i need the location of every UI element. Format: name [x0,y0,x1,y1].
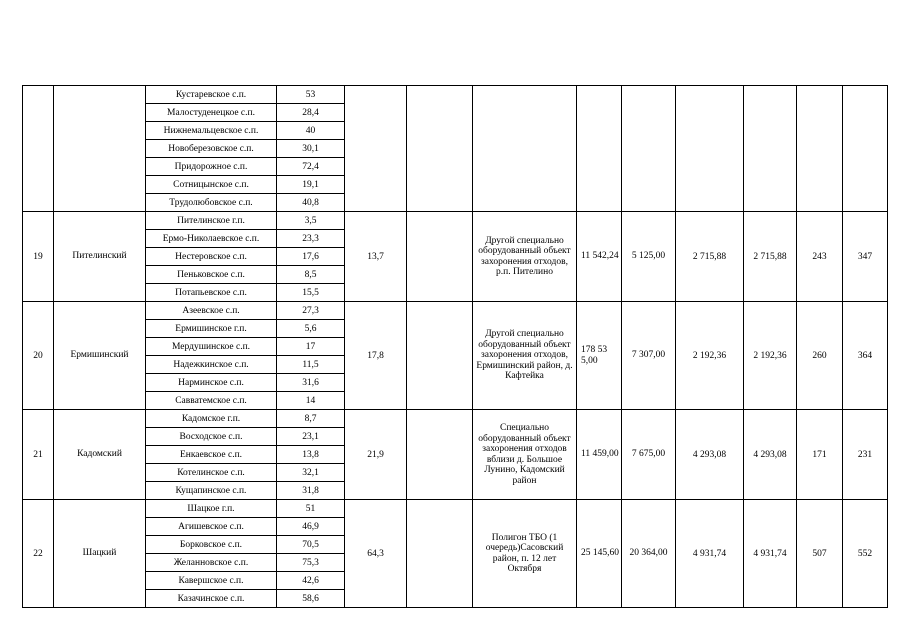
table-row [23,86,888,104]
share-cell: 17,8 [345,302,407,410]
settlement-value-cell: 28,4 [277,104,345,122]
volume-cell: 7 675,00 [622,410,676,500]
capacity-cell: 178 53 5,00 [577,302,622,410]
settlement-value-cell: 8,5 [277,266,345,284]
capacity-cell [577,86,622,212]
table-row [23,212,888,230]
district-cell: Пителинский [54,212,146,302]
volume-cell [622,86,676,212]
settlement-name-cell: Надежкинское с.п. [146,356,277,374]
mass-cell [676,86,744,212]
mass-cell: 4 931,74 [676,500,744,608]
settlement-value-cell: 17,6 [277,248,345,266]
facility-cell: Другой специально оборудованный объект захоронения отходов, Ермишинский район, д. Кафтейка [473,302,577,410]
settlement-value-cell: 5,6 [277,320,345,338]
settlement-value-cell: 51 [277,500,345,518]
settlement-name-cell: Борковское с.п. [146,536,277,554]
district-cell [54,86,146,212]
settlement-name-cell: Трудолюбовское с.п. [146,194,277,212]
distance-cell: 507 [797,500,843,608]
capacity-cell: 11 459,00 [577,410,622,500]
distance-cell: 171 [797,410,843,500]
settlement-value-cell: 40,8 [277,194,345,212]
settlement-name-cell: Агишевское с.п. [146,518,277,536]
settlement-name-cell: Кустаревское с.п. [146,86,277,104]
settlement-value-cell: 32,1 [277,464,345,482]
table-row [23,410,888,428]
distance-total-cell [843,86,888,212]
settlement-name-cell: Кадомское г.п. [146,410,277,428]
settlement-value-cell: 23,1 [277,428,345,446]
district-cell: Кадомский [54,410,146,500]
distance-total-cell: 552 [843,500,888,608]
settlement-value-cell: 8,7 [277,410,345,428]
settlement-value-cell: 75,3 [277,554,345,572]
share-cell [345,86,407,212]
settlement-value-cell: 31,6 [277,374,345,392]
empty-cell [407,302,473,410]
settlement-value-cell: 17 [277,338,345,356]
settlement-name-cell: Азеевское с.п. [146,302,277,320]
mass-cell: 2 192,36 [676,302,744,410]
settlement-value-cell: 19,1 [277,176,345,194]
settlement-value-cell: 70,5 [277,536,345,554]
distance-total-cell: 347 [843,212,888,302]
settlement-value-cell: 42,6 [277,572,345,590]
settlement-name-cell: Сотницынское с.п. [146,176,277,194]
settlement-name-cell: Пителинское г.п. [146,212,277,230]
settlement-name-cell: Кавершское с.п. [146,572,277,590]
row-number-cell: 20 [23,302,54,410]
facility-cell: Другой специально оборудованный объект захоронения отходов, р.п. Пителино [473,212,577,302]
settlement-value-cell: 23,3 [277,230,345,248]
volume-cell: 20 364,00 [622,500,676,608]
settlement-value-cell: 58,6 [277,590,345,608]
table-row [23,302,888,320]
capacity-cell: 25 145,60 [577,500,622,608]
settlement-name-cell: Придорожное с.п. [146,158,277,176]
mass-cell: 2 715,88 [676,212,744,302]
mass-total-cell [744,86,797,212]
empty-cell [407,212,473,302]
district-cell: Шацкий [54,500,146,608]
share-cell: 21,9 [345,410,407,500]
distance-cell [797,86,843,212]
volume-cell: 7 307,00 [622,302,676,410]
settlement-value-cell: 3,5 [277,212,345,230]
settlement-name-cell: Восходское с.п. [146,428,277,446]
settlement-name-cell: Ермо-Николаевское с.п. [146,230,277,248]
settlement-name-cell: Котелинское с.п. [146,464,277,482]
settlement-value-cell: 30,1 [277,140,345,158]
facility-cell: Специально оборудованный объект захоронения отходов вблизи д. Большое Лунино, Кадомский район [473,410,577,500]
settlement-name-cell: Малостуденецкое с.п. [146,104,277,122]
settlement-name-cell: Енкаевское с.п. [146,446,277,464]
settlement-name-cell: Казачинское с.п. [146,590,277,608]
distance-cell: 243 [797,212,843,302]
share-cell: 13,7 [345,212,407,302]
settlement-name-cell: Новоберезовское с.п. [146,140,277,158]
empty-cell [407,500,473,608]
mass-total-cell: 2 192,36 [744,302,797,410]
settlement-value-cell: 46,9 [277,518,345,536]
settlement-value-cell: 72,4 [277,158,345,176]
empty-cell [407,410,473,500]
distance-total-cell: 364 [843,302,888,410]
facility-cell [473,86,577,212]
settlement-value-cell: 13,8 [277,446,345,464]
settlement-value-cell: 31,8 [277,482,345,500]
settlement-value-cell: 27,3 [277,302,345,320]
table-row [23,500,888,518]
facility-cell: Полигон ТБО (1 очередь)Сасовский район, п. 12 лет Октября [473,500,577,608]
share-cell: 64,3 [345,500,407,608]
settlement-name-cell: Шацкое г.п. [146,500,277,518]
settlement-name-cell: Савватемское с.п. [146,392,277,410]
settlement-name-cell: Нестеровское с.п. [146,248,277,266]
distance-total-cell: 231 [843,410,888,500]
settlement-value-cell: 15,5 [277,284,345,302]
settlement-name-cell: Потапьевское с.п. [146,284,277,302]
settlement-name-cell: Пеньковское с.п. [146,266,277,284]
row-number-cell: 22 [23,500,54,608]
settlement-value-cell: 11,5 [277,356,345,374]
mass-cell: 4 293,08 [676,410,744,500]
mass-total-cell: 4 293,08 [744,410,797,500]
district-cell: Ермишинский [54,302,146,410]
table-body [23,86,888,608]
document-table [22,85,888,608]
settlement-name-cell: Нижнемальцевское с.п. [146,122,277,140]
capacity-cell: 11 542,24 [577,212,622,302]
row-number-cell [23,86,54,212]
settlement-name-cell: Желанновское с.п. [146,554,277,572]
settlement-name-cell: Нарминское с.п. [146,374,277,392]
empty-cell [407,86,473,212]
row-number-cell: 21 [23,410,54,500]
settlement-value-cell: 53 [277,86,345,104]
mass-total-cell: 2 715,88 [744,212,797,302]
settlement-name-cell: Мердушинское с.п. [146,338,277,356]
settlement-value-cell: 14 [277,392,345,410]
row-number-cell: 19 [23,212,54,302]
mass-total-cell: 4 931,74 [744,500,797,608]
settlement-name-cell: Ермишинское г.п. [146,320,277,338]
settlement-value-cell: 40 [277,122,345,140]
volume-cell: 5 125,00 [622,212,676,302]
distance-cell: 260 [797,302,843,410]
settlement-name-cell: Кущапинское с.п. [146,482,277,500]
